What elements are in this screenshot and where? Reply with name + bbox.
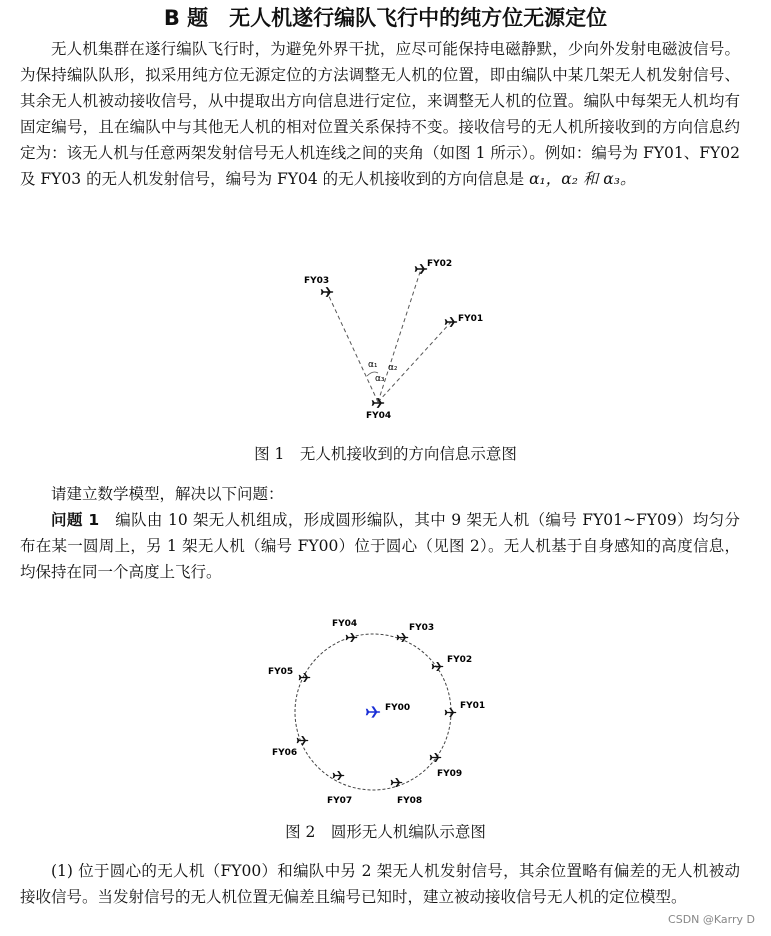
fig1-label-fy02: FY02 — [427, 259, 453, 269]
problem-1-paragraph — [20, 507, 740, 585]
figure-1-caption: 图 1 无人机接收到的方向信息示意图 — [254, 445, 517, 463]
fig2-label-fy05: FY05 — [268, 667, 294, 677]
fig2-label-fy01: FY01 — [460, 701, 486, 711]
plane-fy01-icon — [445, 317, 458, 327]
intro-angles: α₁，α₂ 和 α₃。 — [529, 170, 636, 188]
fig2-label-fy02: FY02 — [447, 655, 473, 665]
prompt-text: 请建立数学模型，解决以下问题： — [51, 485, 284, 503]
problem-1-text: 编队由 10 架无人机组成，形成圆形编队，其中 9 架无人机（编号 FY01~FY09）均匀分布在某一圆周上，另 1 架无人机（编号 FY00）位于圆心（见图 2）。无人机基于自身感知的高度信息，均保持在同一个高度上飞行。 — [20, 511, 740, 581]
plane-fy01-icon — [445, 708, 457, 717]
plane-fy05-icon — [299, 673, 311, 682]
plane-fy04-icon — [346, 633, 358, 642]
fig2-label-fy00: FY00 — [385, 703, 411, 713]
fig1-label-fy04: FY04 — [366, 411, 392, 421]
fig2-label-fy04: FY04 — [332, 619, 358, 629]
fig1-angle-a2: α₂ — [388, 363, 398, 373]
watermark: CSDN @Karry D — [668, 913, 755, 926]
plane-fy09-icon — [430, 753, 442, 762]
plane-fy03-icon — [321, 287, 334, 297]
paper-title: B 题 无人机遂行编队飞行中的纯方位无源定位 — [163, 6, 608, 30]
fig2-label-fy08: FY08 — [397, 796, 423, 806]
plane-fy06-icon — [297, 736, 309, 745]
fig2-label-fy03: FY03 — [409, 623, 435, 633]
intro-text: 无人机集群在遂行编队飞行时，为避免外界干扰，应尽可能保持电磁静默，少向外发射电磁波信号。为保持编队队形，拟采用纯方位无源定位的方法调整无人机的位置，即由编队中某几架无人机发射信号、其余无人机被动接收信号，从中提取出方向信息进行定位，来调整无人机的位置。编队中每架无人机均有固定编号，且在编队中与其他无人机的相对位置关系保持不变。接收信号的无人机所接收到的方向信息约定为：该无人机与任意两架发射信号无人机连线之间的夹角（如图 1 所示）。例如：编号为 FY01、FY02 及 FY03 的无人机发射信号，编号为 FY04 的无人机接收到的方向信息是 — [20, 40, 740, 188]
plane-fy03-icon — [397, 633, 409, 642]
figure-1 — [290, 252, 490, 427]
fig1-angle-a1: α₁ — [368, 360, 378, 370]
fig2-label-fy09: FY09 — [437, 769, 463, 779]
plane-fy07-icon — [333, 771, 345, 780]
figure-2-caption: 图 2 圆形无人机编队示意图 — [285, 823, 486, 841]
intro-paragraph — [20, 36, 740, 192]
fig1-angle-a3: α₃ — [375, 374, 385, 384]
fig2-label-fy06: FY06 — [272, 748, 298, 758]
problem-1-label: 问题 1 — [51, 511, 100, 529]
fig1-label-fy03: FY03 — [304, 276, 330, 286]
plane-fy04-icon — [372, 398, 385, 408]
figure-2 — [260, 612, 500, 812]
plane-fy02-icon — [415, 264, 428, 274]
subquestion-1: (1) 位于圆心的无人机（FY00）和编队中另 2 架无人机发射信号，其余位置略有偏差的无人机被动接收信号。当发射信号的无人机位置无偏差且编号已知时，建立被动接收信号无人机的定位模型。 — [20, 862, 740, 906]
plane-fy00-icon — [366, 706, 380, 717]
fig1-label-fy01: FY01 — [458, 314, 484, 324]
plane-fy08-icon — [391, 778, 403, 787]
fig2-label-fy07: FY07 — [327, 796, 353, 806]
